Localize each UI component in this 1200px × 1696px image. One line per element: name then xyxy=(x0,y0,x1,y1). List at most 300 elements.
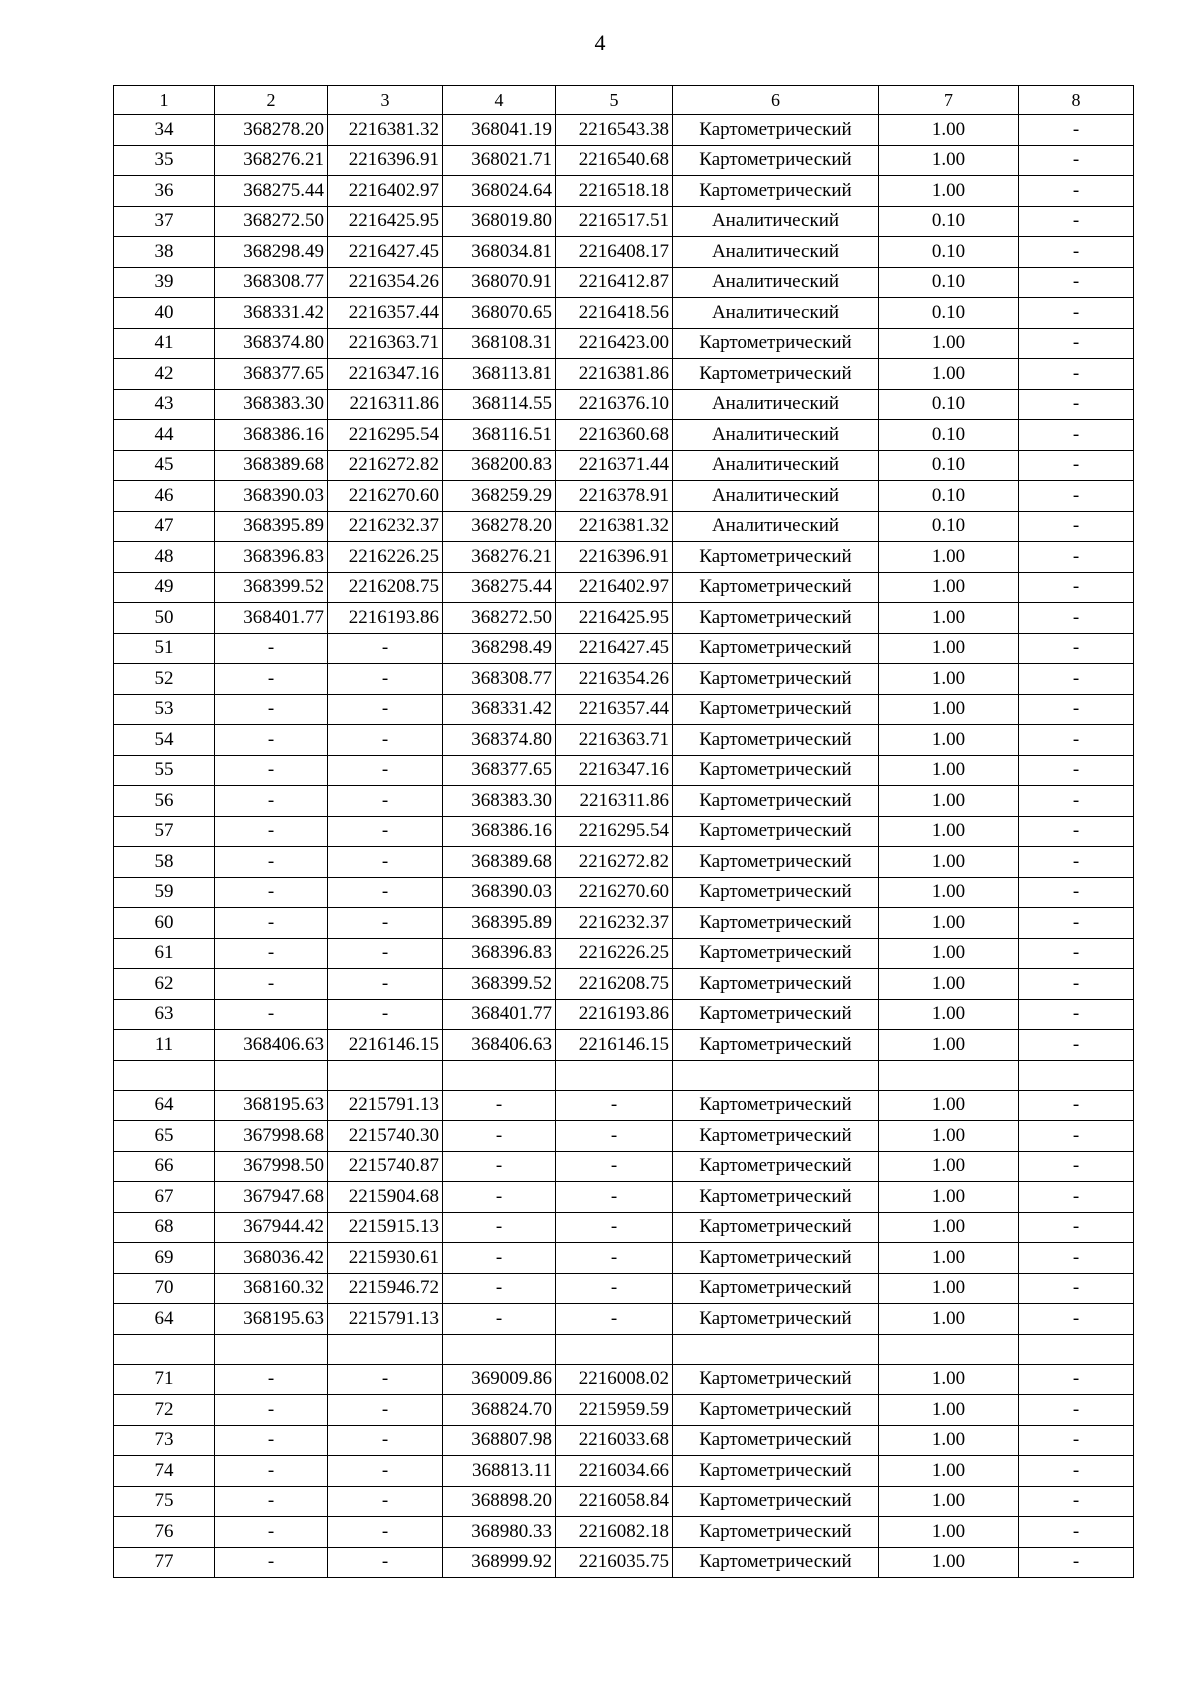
method-cell: Картометрический xyxy=(673,725,879,756)
y-existing-cell: 2216232.37 xyxy=(328,511,443,542)
accuracy-cell: 1.00 xyxy=(879,1182,1019,1213)
method-cell: Картометрический xyxy=(673,145,879,176)
table-row xyxy=(114,847,1134,878)
y-new-cell: 2216381.86 xyxy=(556,359,673,390)
table-row xyxy=(114,298,1134,329)
x-new-cell: 368278.20 xyxy=(443,511,556,542)
method-cell: Картометрический xyxy=(673,1121,879,1152)
x-existing-cell: 368272.50 xyxy=(215,206,328,237)
x-existing-cell: 368377.65 xyxy=(215,359,328,390)
x-existing-cell: - xyxy=(215,633,328,664)
method-cell: Картометрический xyxy=(673,877,879,908)
point-number-cell: 74 xyxy=(114,1456,215,1487)
description-cell: - xyxy=(1019,176,1134,207)
table-row xyxy=(114,908,1134,939)
column-header-6: 6 xyxy=(673,86,879,115)
x-existing-cell: 368389.68 xyxy=(215,450,328,481)
y-new-cell: 2216208.75 xyxy=(556,969,673,1000)
y-new-cell: 2216270.60 xyxy=(556,877,673,908)
x-new-cell: 368114.55 xyxy=(443,389,556,420)
x-existing-cell: 368386.16 xyxy=(215,420,328,451)
description-cell: - xyxy=(1019,1273,1134,1304)
description-cell: - xyxy=(1019,1425,1134,1456)
accuracy-cell: 1.00 xyxy=(879,359,1019,390)
point-number-cell: 46 xyxy=(114,481,215,512)
y-new-cell: 2216412.87 xyxy=(556,267,673,298)
x-new-cell: 368019.80 xyxy=(443,206,556,237)
description-cell: - xyxy=(1019,816,1134,847)
table-row xyxy=(114,938,1134,969)
table-row xyxy=(114,359,1134,390)
x-existing-cell: - xyxy=(215,1395,328,1426)
point-number-cell: 75 xyxy=(114,1486,215,1517)
x-new-cell: 368395.89 xyxy=(443,908,556,939)
table-row xyxy=(114,1182,1134,1213)
table-row xyxy=(114,328,1134,359)
point-number-cell: 45 xyxy=(114,450,215,481)
table-row xyxy=(114,1090,1134,1121)
column-header-1: 1 xyxy=(114,86,215,115)
method-cell: Аналитический xyxy=(673,450,879,481)
y-new-cell: 2216427.45 xyxy=(556,633,673,664)
y-existing-cell: 2216427.45 xyxy=(328,237,443,268)
point-number-cell xyxy=(114,1060,215,1090)
x-existing-cell: 367998.68 xyxy=(215,1121,328,1152)
accuracy-cell: 1.00 xyxy=(879,176,1019,207)
x-new-cell: 368824.70 xyxy=(443,1395,556,1426)
x-existing-cell: - xyxy=(215,816,328,847)
point-number-cell: 47 xyxy=(114,511,215,542)
x-existing-cell: 368374.80 xyxy=(215,328,328,359)
y-existing-cell xyxy=(328,1334,443,1364)
y-existing-cell: - xyxy=(328,908,443,939)
y-existing-cell: 2216226.25 xyxy=(328,542,443,573)
y-new-cell: 2215959.59 xyxy=(556,1395,673,1426)
description-cell: - xyxy=(1019,1151,1134,1182)
y-existing-cell: 2216381.32 xyxy=(328,115,443,146)
point-number-cell: 66 xyxy=(114,1151,215,1182)
table-row xyxy=(114,1121,1134,1152)
point-number-cell: 50 xyxy=(114,603,215,634)
description-cell: - xyxy=(1019,542,1134,573)
y-new-cell: 2216357.44 xyxy=(556,694,673,725)
point-number-cell: 64 xyxy=(114,1304,215,1335)
y-existing-cell: - xyxy=(328,847,443,878)
description-cell: - xyxy=(1019,420,1134,451)
accuracy-cell: 1.00 xyxy=(879,725,1019,756)
table-header-row xyxy=(114,86,1134,115)
y-new-cell: 2216295.54 xyxy=(556,816,673,847)
point-number-cell: 64 xyxy=(114,1090,215,1121)
method-cell: Картометрический xyxy=(673,664,879,695)
y-existing-cell: - xyxy=(328,1395,443,1426)
y-existing-cell: 2216347.16 xyxy=(328,359,443,390)
y-existing-cell: - xyxy=(328,725,443,756)
table-row xyxy=(114,1517,1134,1548)
table-row xyxy=(114,511,1134,542)
y-existing-cell: - xyxy=(328,664,443,695)
description-cell: - xyxy=(1019,877,1134,908)
y-existing-cell: 2216270.60 xyxy=(328,481,443,512)
y-existing-cell: 2216146.15 xyxy=(328,1030,443,1061)
point-number-cell: 56 xyxy=(114,786,215,817)
y-new-cell: 2216540.68 xyxy=(556,145,673,176)
y-new-cell: 2216396.91 xyxy=(556,542,673,573)
method-cell: Аналитический xyxy=(673,237,879,268)
column-header-3: 3 xyxy=(328,86,443,115)
point-number-cell: 48 xyxy=(114,542,215,573)
point-number-cell: 63 xyxy=(114,999,215,1030)
accuracy-cell: 1.00 xyxy=(879,1151,1019,1182)
x-existing-cell: - xyxy=(215,1517,328,1548)
method-cell: Картометрический xyxy=(673,1456,879,1487)
accuracy-cell: 1.00 xyxy=(879,1243,1019,1274)
x-existing-cell: - xyxy=(215,1486,328,1517)
method-cell: Картометрический xyxy=(673,1425,879,1456)
y-new-cell: 2216232.37 xyxy=(556,908,673,939)
description-cell: - xyxy=(1019,1212,1134,1243)
y-existing-cell: - xyxy=(328,877,443,908)
y-new-cell: - xyxy=(556,1151,673,1182)
description-cell: - xyxy=(1019,267,1134,298)
x-new-cell: 368041.19 xyxy=(443,115,556,146)
method-cell: Картометрический xyxy=(673,1395,879,1426)
x-new-cell: 368034.81 xyxy=(443,237,556,268)
method-cell: Картометрический xyxy=(673,1547,879,1578)
x-existing-cell: - xyxy=(215,1456,328,1487)
x-new-cell: 368108.31 xyxy=(443,328,556,359)
x-existing-cell: 368395.89 xyxy=(215,511,328,542)
description-cell: - xyxy=(1019,511,1134,542)
method-cell: Аналитический xyxy=(673,206,879,237)
description-cell: - xyxy=(1019,389,1134,420)
table-row xyxy=(114,176,1134,207)
x-new-cell: 368200.83 xyxy=(443,450,556,481)
accuracy-cell: 1.00 xyxy=(879,633,1019,664)
x-new-cell: 368813.11 xyxy=(443,1456,556,1487)
accuracy-cell: 1.00 xyxy=(879,786,1019,817)
x-new-cell: 369009.86 xyxy=(443,1364,556,1395)
y-existing-cell: - xyxy=(328,1517,443,1548)
accuracy-cell: 1.00 xyxy=(879,115,1019,146)
x-new-cell: 368021.71 xyxy=(443,145,556,176)
y-existing-cell: - xyxy=(328,999,443,1030)
accuracy-cell: 0.10 xyxy=(879,237,1019,268)
x-existing-cell xyxy=(215,1334,328,1364)
y-new-cell: 2216272.82 xyxy=(556,847,673,878)
x-new-cell: 368377.65 xyxy=(443,755,556,786)
description-cell: - xyxy=(1019,1121,1134,1152)
x-existing-cell: - xyxy=(215,877,328,908)
point-number-cell: 49 xyxy=(114,572,215,603)
table-row xyxy=(114,542,1134,573)
description-cell: - xyxy=(1019,1030,1134,1061)
y-new-cell: 2216408.17 xyxy=(556,237,673,268)
method-cell: Картометрический xyxy=(673,603,879,634)
accuracy-cell: 1.00 xyxy=(879,1304,1019,1335)
x-new-cell: 368999.92 xyxy=(443,1547,556,1578)
y-new-cell: 2216518.18 xyxy=(556,176,673,207)
method-cell: Картометрический xyxy=(673,1243,879,1274)
point-number-cell: 77 xyxy=(114,1547,215,1578)
table-row xyxy=(114,1243,1134,1274)
table-row xyxy=(114,1486,1134,1517)
description-cell: - xyxy=(1019,572,1134,603)
description-cell: - xyxy=(1019,359,1134,390)
x-new-cell: - xyxy=(443,1121,556,1152)
description-cell: - xyxy=(1019,725,1134,756)
x-existing-cell: 368160.32 xyxy=(215,1273,328,1304)
point-number-cell xyxy=(114,1334,215,1364)
y-existing-cell: - xyxy=(328,786,443,817)
table-row xyxy=(114,786,1134,817)
x-existing-cell: 368276.21 xyxy=(215,145,328,176)
method-cell: Картометрический xyxy=(673,999,879,1030)
description-cell: - xyxy=(1019,1517,1134,1548)
point-number-cell: 42 xyxy=(114,359,215,390)
x-new-cell: 368070.91 xyxy=(443,267,556,298)
column-header-5: 5 xyxy=(556,86,673,115)
description-cell: - xyxy=(1019,664,1134,695)
y-new-cell: 2216381.32 xyxy=(556,511,673,542)
point-number-cell: 11 xyxy=(114,1030,215,1061)
y-existing-cell: - xyxy=(328,1364,443,1395)
x-existing-cell: 368308.77 xyxy=(215,267,328,298)
description-cell: - xyxy=(1019,450,1134,481)
accuracy-cell: 1.00 xyxy=(879,572,1019,603)
x-new-cell: 368070.65 xyxy=(443,298,556,329)
method-cell: Картометрический xyxy=(673,969,879,1000)
method-cell: Картометрический xyxy=(673,115,879,146)
point-number-cell: 41 xyxy=(114,328,215,359)
y-new-cell: 2216146.15 xyxy=(556,1030,673,1061)
description-cell: - xyxy=(1019,786,1134,817)
x-new-cell: 368386.16 xyxy=(443,816,556,847)
method-cell: Картометрический xyxy=(673,1212,879,1243)
method-cell: Картометрический xyxy=(673,328,879,359)
y-existing-cell: 2215740.87 xyxy=(328,1151,443,1182)
y-existing-cell: - xyxy=(328,1486,443,1517)
point-number-cell: 35 xyxy=(114,145,215,176)
x-existing-cell: 367998.50 xyxy=(215,1151,328,1182)
x-existing-cell: 368195.63 xyxy=(215,1304,328,1335)
y-new-cell: - xyxy=(556,1273,673,1304)
y-existing-cell: - xyxy=(328,755,443,786)
y-new-cell: - xyxy=(556,1304,673,1335)
y-existing-cell: - xyxy=(328,816,443,847)
x-existing-cell: - xyxy=(215,694,328,725)
point-number-cell: 53 xyxy=(114,694,215,725)
table-row xyxy=(114,755,1134,786)
coordinates-table xyxy=(113,85,1134,1578)
y-new-cell xyxy=(556,1060,673,1090)
description-cell: - xyxy=(1019,755,1134,786)
method-cell: Картометрический xyxy=(673,1486,879,1517)
point-number-cell: 61 xyxy=(114,938,215,969)
y-existing-cell: 2215915.13 xyxy=(328,1212,443,1243)
point-number-cell: 43 xyxy=(114,389,215,420)
x-new-cell: 368259.29 xyxy=(443,481,556,512)
x-new-cell: 368272.50 xyxy=(443,603,556,634)
y-existing-cell: - xyxy=(328,938,443,969)
x-existing-cell: 367944.42 xyxy=(215,1212,328,1243)
method-cell: Картометрический xyxy=(673,1182,879,1213)
method-cell: Аналитический xyxy=(673,298,879,329)
x-existing-cell xyxy=(215,1060,328,1090)
x-new-cell: 368396.83 xyxy=(443,938,556,969)
y-new-cell: 2216543.38 xyxy=(556,115,673,146)
method-cell: Картометрический xyxy=(673,359,879,390)
x-new-cell: 368276.21 xyxy=(443,542,556,573)
description-cell: - xyxy=(1019,908,1134,939)
point-number-cell: 44 xyxy=(114,420,215,451)
table-row xyxy=(114,420,1134,451)
accuracy-cell: 0.10 xyxy=(879,450,1019,481)
point-number-cell: 76 xyxy=(114,1517,215,1548)
description-cell: - xyxy=(1019,603,1134,634)
y-existing-cell: 2216396.91 xyxy=(328,145,443,176)
x-new-cell: 368116.51 xyxy=(443,420,556,451)
method-cell: Картометрический xyxy=(673,908,879,939)
y-new-cell: - xyxy=(556,1090,673,1121)
x-new-cell: - xyxy=(443,1243,556,1274)
description-cell: - xyxy=(1019,145,1134,176)
x-existing-cell: - xyxy=(215,664,328,695)
page-number: 4 xyxy=(594,30,606,55)
accuracy-cell: 0.10 xyxy=(879,420,1019,451)
x-new-cell: 368807.98 xyxy=(443,1425,556,1456)
y-existing-cell: - xyxy=(328,1425,443,1456)
accuracy-cell: 1.00 xyxy=(879,145,1019,176)
method-cell: Картометрический xyxy=(673,1030,879,1061)
y-existing-cell: 2215904.68 xyxy=(328,1182,443,1213)
accuracy-cell: 0.10 xyxy=(879,206,1019,237)
table-separator-row xyxy=(114,1334,1134,1364)
table-row xyxy=(114,694,1134,725)
accuracy-cell: 0.10 xyxy=(879,298,1019,329)
method-cell: Картометрический xyxy=(673,176,879,207)
description-cell: - xyxy=(1019,1486,1134,1517)
y-existing-cell: 2216354.26 xyxy=(328,267,443,298)
method-cell: Аналитический xyxy=(673,420,879,451)
accuracy-cell: 1.00 xyxy=(879,755,1019,786)
method-cell: Картометрический xyxy=(673,633,879,664)
x-new-cell: - xyxy=(443,1151,556,1182)
accuracy-cell: 1.00 xyxy=(879,1395,1019,1426)
description-cell: - xyxy=(1019,1182,1134,1213)
table-row xyxy=(114,267,1134,298)
accuracy-cell: 1.00 xyxy=(879,847,1019,878)
y-existing-cell: - xyxy=(328,969,443,1000)
y-new-cell: 2216376.10 xyxy=(556,389,673,420)
description-cell: - xyxy=(1019,633,1134,664)
y-new-cell: 2216033.68 xyxy=(556,1425,673,1456)
y-new-cell: - xyxy=(556,1212,673,1243)
y-existing-cell: 2216272.82 xyxy=(328,450,443,481)
method-cell: Картометрический xyxy=(673,1090,879,1121)
description-cell: - xyxy=(1019,115,1134,146)
point-number-cell: 73 xyxy=(114,1425,215,1456)
point-number-cell: 52 xyxy=(114,664,215,695)
x-new-cell: 368406.63 xyxy=(443,1030,556,1061)
point-number-cell: 34 xyxy=(114,115,215,146)
method-cell: Картометрический xyxy=(673,847,879,878)
method-cell: Картометрический xyxy=(673,755,879,786)
y-existing-cell: 2216363.71 xyxy=(328,328,443,359)
x-new-cell: 368275.44 xyxy=(443,572,556,603)
point-number-cell: 38 xyxy=(114,237,215,268)
x-new-cell: 368390.03 xyxy=(443,877,556,908)
y-existing-cell: - xyxy=(328,694,443,725)
x-new-cell: - xyxy=(443,1182,556,1213)
accuracy-cell: 1.00 xyxy=(879,1547,1019,1578)
x-existing-cell: 368406.63 xyxy=(215,1030,328,1061)
table-row xyxy=(114,816,1134,847)
point-number-cell: 58 xyxy=(114,847,215,878)
x-existing-cell: 368278.20 xyxy=(215,115,328,146)
y-new-cell: 2216008.02 xyxy=(556,1364,673,1395)
table-row xyxy=(114,1151,1134,1182)
accuracy-cell: 1.00 xyxy=(879,1212,1019,1243)
y-existing-cell xyxy=(328,1060,443,1090)
accuracy-cell: 1.00 xyxy=(879,969,1019,1000)
x-existing-cell: 368195.63 xyxy=(215,1090,328,1121)
x-existing-cell: - xyxy=(215,1425,328,1456)
y-new-cell: 2216035.75 xyxy=(556,1547,673,1578)
x-existing-cell: 368390.03 xyxy=(215,481,328,512)
table-row xyxy=(114,389,1134,420)
table-row xyxy=(114,1547,1134,1578)
method-cell: Картометрический xyxy=(673,1364,879,1395)
x-existing-cell: 368298.49 xyxy=(215,237,328,268)
method-cell xyxy=(673,1334,879,1364)
accuracy-cell: 1.00 xyxy=(879,1425,1019,1456)
column-header-2: 2 xyxy=(215,86,328,115)
accuracy-cell: 1.00 xyxy=(879,664,1019,695)
x-new-cell: - xyxy=(443,1212,556,1243)
point-number-cell: 60 xyxy=(114,908,215,939)
accuracy-cell: 1.00 xyxy=(879,1486,1019,1517)
description-cell: - xyxy=(1019,298,1134,329)
table-body xyxy=(114,86,1134,1578)
method-cell: Картометрический xyxy=(673,816,879,847)
accuracy-cell xyxy=(879,1060,1019,1090)
table-row xyxy=(114,877,1134,908)
x-existing-cell: - xyxy=(215,1364,328,1395)
method-cell: Картометрический xyxy=(673,1273,879,1304)
accuracy-cell: 1.00 xyxy=(879,908,1019,939)
table-row xyxy=(114,115,1134,146)
point-number-cell: 36 xyxy=(114,176,215,207)
description-cell: - xyxy=(1019,969,1134,1000)
table-row xyxy=(114,1456,1134,1487)
y-existing-cell: 2216402.97 xyxy=(328,176,443,207)
method-cell: Картометрический xyxy=(673,572,879,603)
accuracy-cell: 1.00 xyxy=(879,1273,1019,1304)
y-new-cell: - xyxy=(556,1121,673,1152)
y-existing-cell: 2216425.95 xyxy=(328,206,443,237)
accuracy-cell: 1.00 xyxy=(879,1121,1019,1152)
point-number-cell: 71 xyxy=(114,1364,215,1395)
method-cell: Картометрический xyxy=(673,694,879,725)
y-new-cell: 2216034.66 xyxy=(556,1456,673,1487)
method-cell: Картометрический xyxy=(673,1304,879,1335)
x-new-cell: 368308.77 xyxy=(443,664,556,695)
accuracy-cell: 1.00 xyxy=(879,877,1019,908)
description-cell xyxy=(1019,1060,1134,1090)
x-new-cell: 368024.64 xyxy=(443,176,556,207)
description-cell: - xyxy=(1019,1304,1134,1335)
